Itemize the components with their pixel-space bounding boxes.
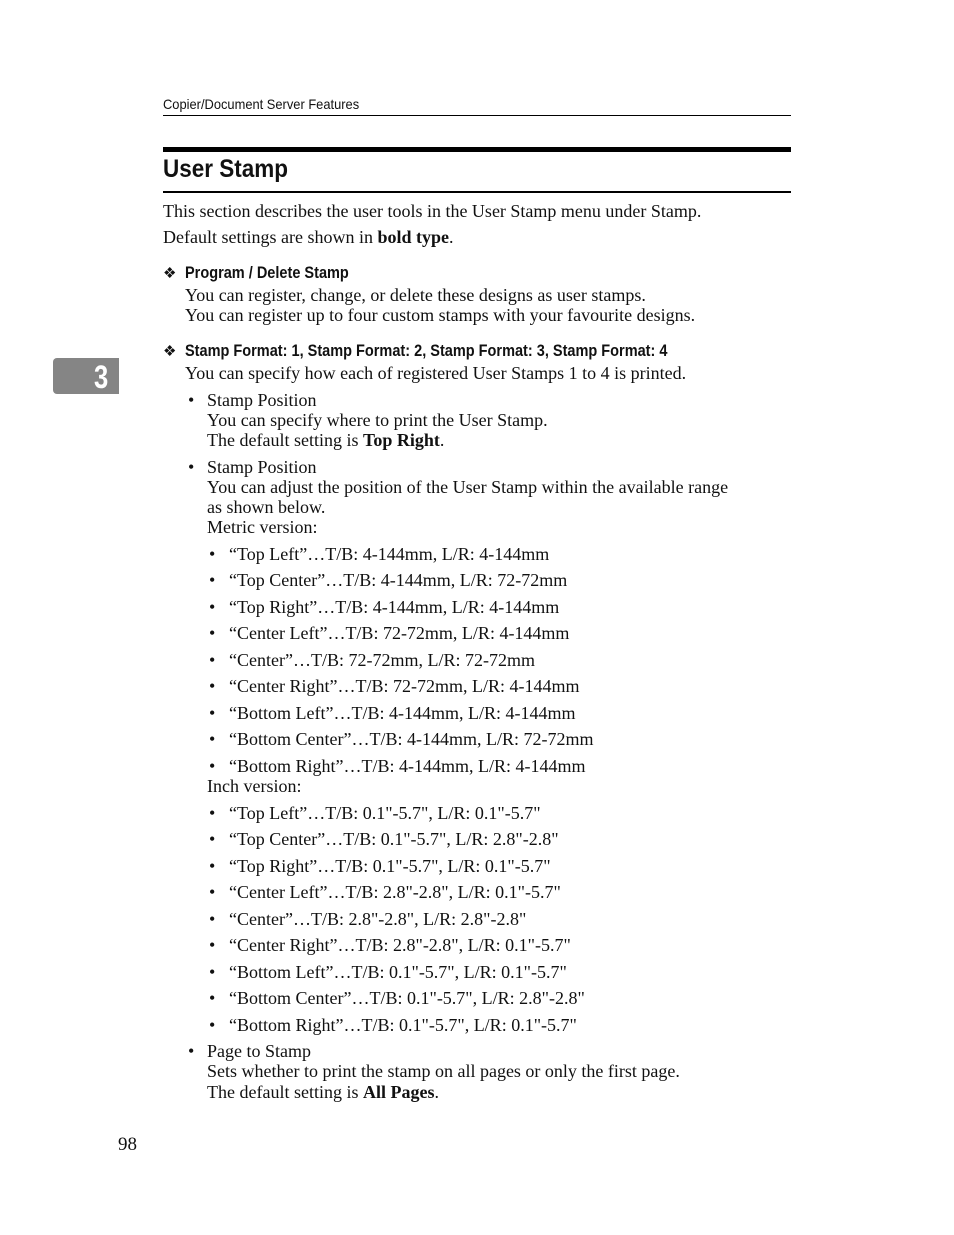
diamond-bullet-icon: ❖	[163, 344, 177, 360]
metric-item: “Center Left”…T/B: 72-72mm, L/R: 4-144mm	[229, 623, 570, 643]
bullet-icon: •	[209, 909, 216, 929]
intro-line-1: This section describes the user tools in the User Stamp menu under Stamp.	[163, 201, 702, 221]
chapter-number: 3	[94, 359, 109, 395]
inch-item: “Center Right”…T/B: 2.8"-2.8", L/R: 0.1"-5.7"	[229, 935, 571, 955]
bullet-icon: •	[209, 729, 216, 749]
sub2-line-1: You can adjust the position of the User Stamp within the available range	[207, 477, 729, 497]
program-line-1: You can register, change, or delete these designs as user stamps.	[185, 285, 646, 305]
bullet-icon: •	[209, 1015, 216, 1035]
sub1-title: Stamp Position	[207, 390, 317, 410]
bullet-icon: •	[188, 1041, 195, 1061]
bullet-icon: •	[188, 390, 195, 410]
metric-item: “Bottom Right”…T/B: 4-144mm, L/R: 4-144mm	[229, 756, 586, 776]
metric-item: “Bottom Center”…T/B: 4-144mm, L/R: 72-72mm	[229, 729, 594, 749]
bullet-icon: •	[209, 570, 216, 590]
title-rule-bottom	[163, 191, 791, 193]
program-delete-heading: Program / Delete Stamp	[185, 264, 349, 282]
inch-item: “Top Left”…T/B: 0.1"-5.7", L/R: 0.1"-5.7"	[229, 803, 541, 823]
inch-item: “Top Right”…T/B: 0.1"-5.7", L/R: 0.1"-5.7"	[229, 856, 551, 876]
inch-item: “Center Left”…T/B: 2.8"-2.8", L/R: 0.1"-5.7"	[229, 882, 561, 902]
bullet-icon: •	[209, 935, 216, 955]
intro-line-2: Default settings are shown in bold type.	[163, 227, 454, 247]
bold-type-example: bold type	[377, 227, 449, 247]
bullet-icon: •	[209, 676, 216, 696]
sub2-line-2: as shown below.	[207, 497, 326, 517]
bullet-icon: •	[209, 882, 216, 902]
metric-item: “Center Right”…T/B: 72-72mm, L/R: 4-144mm	[229, 676, 580, 696]
sub1-default: The default setting is Top Right.	[207, 430, 445, 450]
bullet-icon: •	[188, 457, 195, 477]
metric-item: “Top Left”…T/B: 4-144mm, L/R: 4-144mm	[229, 544, 550, 564]
sub3-title: Page to Stamp	[207, 1041, 311, 1061]
format-line-1: You can specify how each of registered User Stamps 1 to 4 is printed.	[185, 363, 687, 383]
bullet-icon: •	[209, 962, 216, 982]
metric-item: “Bottom Left”…T/B: 4-144mm, L/R: 4-144mm	[229, 703, 576, 723]
inch-item: “Bottom Center”…T/B: 0.1"-5.7", L/R: 2.8"-2.8"	[229, 988, 585, 1008]
running-header: Copier/Document Server Features	[163, 96, 360, 112]
metric-item: “Top Center”…T/B: 4-144mm, L/R: 72-72mm	[229, 570, 568, 590]
stamp-format-heading: Stamp Format: 1, Stamp Format: 2, Stamp Format: 3, Stamp Format: 4	[185, 342, 668, 360]
bullet-icon: •	[209, 623, 216, 643]
default-value: All Pages	[362, 1082, 435, 1102]
metric-label: Metric version:	[207, 517, 318, 537]
sub3-line-1: Sets whether to print the stamp on all pages or only the first page.	[207, 1061, 680, 1081]
header-divider	[163, 115, 791, 116]
inch-item: “Top Center”…T/B: 0.1"-5.7", L/R: 2.8"-2.8"	[229, 829, 559, 849]
program-line-2: You can register up to four custom stamps with your favourite designs.	[185, 305, 696, 325]
bullet-icon: •	[209, 803, 216, 823]
sub2-title: Stamp Position	[207, 457, 317, 477]
inch-item: “Bottom Right”…T/B: 0.1"-5.7", L/R: 0.1"-5.7"	[229, 1015, 577, 1035]
inch-item: “Center”…T/B: 2.8"-2.8", L/R: 2.8"-2.8"	[229, 909, 527, 929]
title-rule-top	[163, 147, 791, 152]
page-number: 98	[118, 1134, 137, 1155]
bullet-icon: •	[209, 650, 216, 670]
chapter-tab	[53, 358, 119, 394]
diamond-bullet-icon: ❖	[163, 266, 177, 282]
sub3-default: The default setting is All Pages.	[207, 1082, 439, 1102]
bullet-icon: •	[209, 703, 216, 723]
bullet-icon: •	[209, 829, 216, 849]
bullet-icon: •	[209, 756, 216, 776]
bullet-icon: •	[209, 856, 216, 876]
bullet-icon: •	[209, 544, 216, 564]
bullet-icon: •	[209, 988, 216, 1008]
metric-item: “Top Right”…T/B: 4-144mm, L/R: 4-144mm	[229, 597, 560, 617]
inch-item: “Bottom Left”…T/B: 0.1"-5.7", L/R: 0.1"-5.7"	[229, 962, 567, 982]
sub1-line-1: You can specify where to print the User Stamp.	[207, 410, 548, 430]
bullet-icon: •	[209, 597, 216, 617]
default-value: Top Right	[362, 430, 440, 450]
metric-item: “Center”…T/B: 72-72mm, L/R: 72-72mm	[229, 650, 535, 670]
inch-label: Inch version:	[207, 776, 302, 796]
section-title: User Stamp	[163, 155, 289, 183]
